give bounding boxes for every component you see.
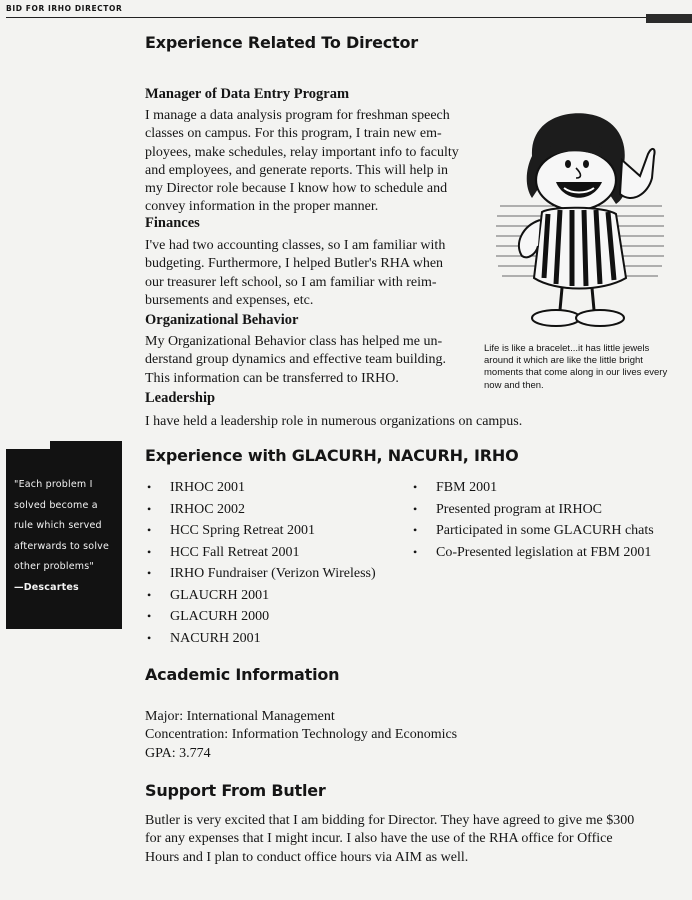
text-line: and employees, and generate reports. This will help in: [145, 162, 448, 178]
academic-info: [145, 708, 457, 763]
text-line: convey information in the proper manner.: [145, 199, 379, 215]
quote-box: [6, 441, 122, 629]
paragraph-finances: [145, 237, 445, 310]
text-line: I manage a data analysis program for freshman speech: [145, 108, 450, 123]
academic-major: Major: International Management: [145, 709, 335, 724]
section-title-experience-glacurh: Experience with GLACURH, NACURH, IRHO: [145, 446, 519, 465]
text-line: Hours and I plan to conduct office hours via AIM as well.: [145, 849, 469, 865]
quote-line: afterwards to solve: [14, 540, 110, 552]
text-line: I have held a leadership role in numerous organizations on campus.: [145, 414, 523, 429]
list-item: • GLAUCRH 2001: [146, 585, 416, 607]
quote-line: rule which served: [14, 520, 102, 531]
list-item: • GLACURH 2000: [146, 606, 416, 628]
caption-line: Life is like a bracelet...it has little jewels: [484, 343, 650, 354]
subheading-leadership: Leadership: [145, 390, 216, 406]
text-line: This information can be transferred to IRHO.: [145, 370, 399, 386]
quote-text: [14, 475, 118, 598]
quote-box-notch: [6, 441, 50, 449]
header-rule: [6, 17, 646, 18]
experience-list-right: [412, 477, 682, 563]
list-item: • HCC Fall Retreat 2001: [146, 542, 416, 564]
section-title-academic: Academic Information: [145, 665, 340, 684]
quote-author: —Descartes: [14, 581, 79, 593]
paragraph-data-entry: [145, 107, 459, 217]
peppermint-patty-cartoon-icon: [492, 108, 672, 338]
list-item: • IRHOC 2001: [146, 477, 416, 499]
list-item: • Participated in some GLACURH chats: [412, 520, 656, 542]
text-line: ployees, make schedules, relay important info to faculty: [145, 144, 459, 160]
quote-line: solved become a: [14, 499, 98, 511]
subheading-organizational-behavior: Organizational Behavior: [145, 312, 299, 328]
caption-line: now and then.: [484, 379, 544, 391]
text-line: Butler is very excited that I am bidding for Director. They have agreed to give me $300: [145, 813, 635, 828]
list-item: • Co-Presented legislation at FBM 2001: [412, 542, 682, 564]
section-title-support: Support From Butler: [145, 781, 326, 800]
academic-concentration: Concentration: Information Technology and Economics: [145, 727, 458, 743]
caption-line: around it which are like the little bright: [484, 355, 643, 367]
list-item: • HCC Spring Retreat 2001: [146, 520, 416, 542]
text-line: our treasurer left school, so I am familiar with reim-: [145, 274, 437, 290]
running-header: BID FOR IRHO DIRECTOR: [6, 4, 123, 13]
list-item: • IRHOC 2002: [146, 499, 416, 521]
quote-line: other problems": [14, 561, 94, 572]
cartoon-caption: [484, 343, 688, 392]
text-line: my Director role because I know how to schedule and: [145, 181, 448, 197]
text-line: classes on campus. For this program, I train new em-: [145, 126, 442, 142]
paragraph-support: [145, 812, 634, 867]
text-line: bursements and expenses, etc.: [145, 292, 314, 308]
text-line: I've had two accounting classes, so I am familiar with: [145, 238, 446, 253]
list-item: • IRHO Fundraiser (Verizon Wireless): [146, 563, 416, 585]
text-line: for any expenses that I might incur. I also have the use of the RHA office for Office: [145, 831, 613, 847]
list-item: • Presented program at IRHOC: [412, 499, 682, 521]
subheading-data-entry: Manager of Data Entry Program: [145, 86, 350, 102]
list-item: • FBM 2001: [412, 477, 682, 499]
text-line: budgeting. Furthermore, I helped Butler's RHA when: [145, 256, 444, 272]
header-tab-block: [646, 14, 692, 23]
quote-line: "Each problem I: [14, 479, 93, 490]
experience-list-left: [146, 477, 416, 649]
paragraph-organizational-behavior: [145, 333, 446, 388]
text-line: derstand group dynamics and effective team building.: [145, 352, 447, 368]
list-item: • NACURH 2001: [146, 628, 416, 650]
section-title-experience-director: Experience Related To Director: [145, 33, 418, 52]
academic-gpa: GPA: 3.774: [145, 745, 211, 761]
caption-line: moments that come along in our lives every: [484, 367, 668, 379]
subheading-finances: Finances: [145, 215, 200, 231]
text-line: My Organizational Behavior class has helped me un-: [145, 334, 443, 349]
paragraph-leadership: [145, 413, 522, 431]
